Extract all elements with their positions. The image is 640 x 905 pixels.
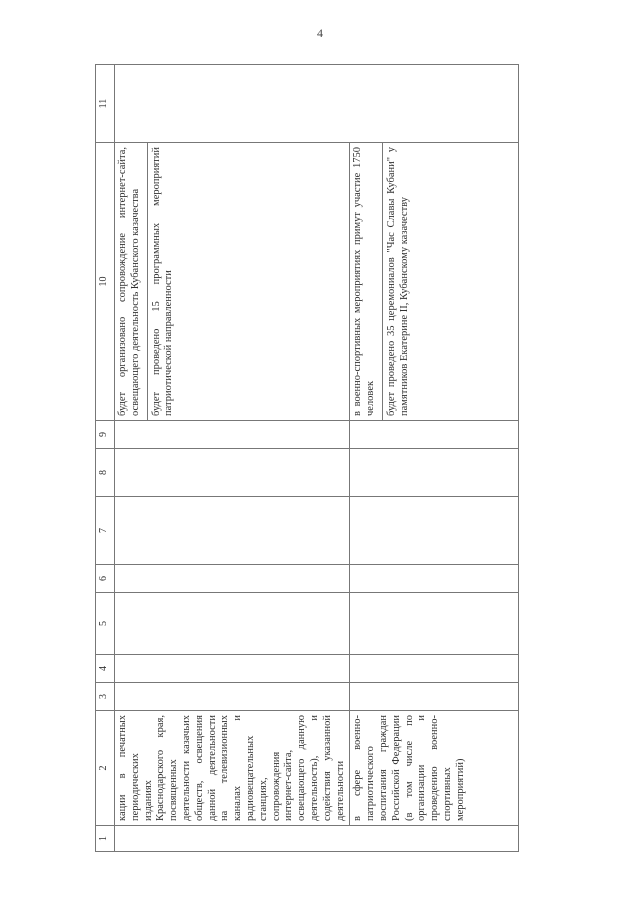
row1-cell-7 <box>115 497 350 565</box>
row-cell-11 <box>115 65 519 143</box>
measures-table <box>95 64 519 852</box>
header-cell-9: 9 <box>96 421 115 449</box>
header-cell-6: 6 <box>96 565 115 593</box>
header-cell-3: 3 <box>96 683 115 711</box>
header-cell-7: 7 <box>96 497 115 565</box>
header-cell-11: 11 <box>96 65 115 143</box>
row2-results-cell <box>350 143 519 421</box>
header-row <box>96 65 115 852</box>
header-cell-10: 10 <box>96 143 115 421</box>
header-cell-4: 4 <box>96 655 115 683</box>
header-cell-8: 8 <box>96 449 115 497</box>
row1-result-2: будет проведено 15 программных мероприятий патриотической направленности <box>147 143 181 420</box>
header-cell-2: 2 <box>96 711 115 826</box>
table-row <box>115 65 350 852</box>
row1-cell-4 <box>115 655 350 683</box>
row1-cell-8 <box>115 449 350 497</box>
row1-result-1: будет организовано сопровождение интернет-сайта, освещающего деятельность Кубанского казачества <box>117 147 141 416</box>
row2-cell-3 <box>350 683 519 711</box>
row2-cell-8 <box>350 449 519 497</box>
row1-results-cell <box>115 143 350 421</box>
row1-cell-5 <box>115 593 350 655</box>
rotated-table-wrapper <box>95 64 519 852</box>
row1-cell-9 <box>115 421 350 449</box>
header-cell-5: 5 <box>96 593 115 655</box>
table-row <box>350 65 519 852</box>
header-cell-1: 1 <box>96 826 115 852</box>
row2-measure-text: в сфере военно-патриотического воспитания граждан Российской Федерации (в том числе по организации и проведению военно-спортивных мероприятий) <box>350 711 519 826</box>
row2-cell-7 <box>350 497 519 565</box>
row2-result-2: будет проведено 35 церемониалов "Час Славы Кубани" у памятников Екатерине II, Кубанскому казачеству <box>382 143 416 420</box>
row-number-cell <box>115 826 519 852</box>
row1-cell-6 <box>115 565 350 593</box>
row2-cell-6 <box>350 565 519 593</box>
page-number: 4 <box>317 26 323 40</box>
row2-cell-4 <box>350 655 519 683</box>
row2-cell-9 <box>350 421 519 449</box>
row1-cell-3 <box>115 683 350 711</box>
row1-measure-text: кации в печатных периодических изданиях Краснодарского края, посвященных деятельности казачьих обществ, освещения данной деятельности на телевизионных каналах и радиовещательных станциях, сопровождения интернет-сайта, освещающего данную деятельность), и содействия указанной деятельности <box>115 711 350 826</box>
row2-result-1: в военно-спортивных мероприятиях примут участие 1750 человек <box>352 147 377 416</box>
row2-cell-5 <box>350 593 519 655</box>
